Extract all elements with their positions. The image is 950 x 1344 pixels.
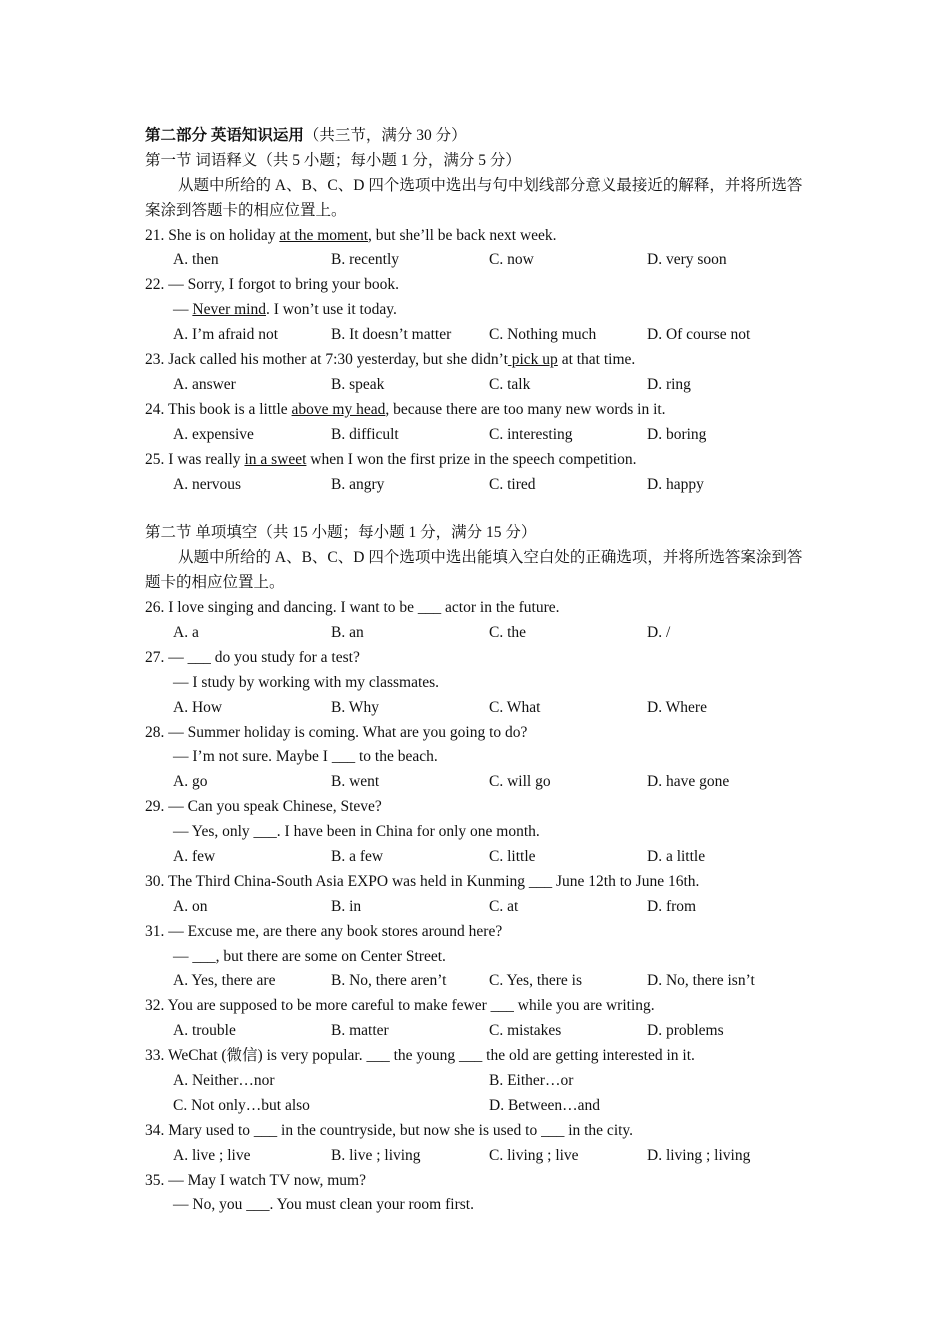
question-25 [145,448,815,473]
q28-option-a: A. go [173,773,208,791]
q29-options [145,845,815,870]
q22-option-a: A. I’m afraid not [173,326,279,344]
q26-option-d: D. / [647,623,671,641]
question-23 [145,348,815,373]
q25-options [145,473,815,498]
q27-reply: — I study by working with my classmates. [173,673,440,691]
q30-option-a: A. on [173,897,208,915]
question-35: 35. — May I watch TV now, mum? [145,1171,366,1189]
q29-reply: — Yes, only ___. I have been in China for only one month. [173,823,540,841]
question-22: 22. — Sorry, I forgot to bring your book. [145,276,400,294]
q23-option-c: C. talk [489,375,531,393]
q31-option-d: D. No, there isn’t [647,972,755,990]
question-29: 29. — Can you speak Chinese, Steve? [145,798,382,816]
q32-option-a: A. trouble [173,1022,236,1040]
q34-option-d: D. living ; living [647,1146,751,1164]
q22-option-c: C. Nothing much [489,326,597,344]
question-28: 28. — Summer holiday is coming. What are you going to do? [145,723,528,741]
q31-blank: ___ [192,947,216,965]
q33-options-row2 [145,1094,815,1119]
q28-option-b: B. went [331,773,380,791]
q28-options [145,770,815,795]
q29-option-c: C. little [489,848,536,865]
question-34: 34. Mary used to ___ in the countryside, but now she is used to ___ in the city. [145,1121,634,1139]
question-26 [145,596,815,621]
q29-option-b: B. a few [331,848,384,865]
q23-option-b: B. speak [331,375,385,393]
q21-option-d: D. very soon [647,251,727,269]
q27-options [145,696,815,721]
q32-option-b: B. matter [331,1022,389,1040]
part-title [145,124,815,149]
q28-option-c: C. will go [489,773,551,791]
q22-option-d: D. Of course not [647,326,751,344]
question-27 [145,646,815,671]
q21-option-b: B. recently [331,251,400,269]
q23-option-d: D. ring [647,375,691,393]
q31-option-a: A. Yes, there are [173,972,276,990]
q25-option-a: A. nervous [173,475,242,493]
q25-text: 25. I was really [145,450,245,468]
q25-underlined: in a sweet [244,450,307,468]
q32-options [145,1019,815,1044]
q23-option-a: A. answer [173,375,236,393]
q26-text: 26. I love singing and dancing. I want to be [145,599,418,617]
q31-option-c: C. Yes, there is [489,972,583,990]
q27-option-d: D. Where [647,698,707,716]
q28-option-d: D. have gone [647,773,730,791]
q31-reply [145,945,815,970]
q28-reply: — I’m not sure. Maybe I ___ to the beach. [173,748,438,766]
q24-text: 24. This book is a little [145,400,292,418]
q25-option-c: C. tired [489,475,536,493]
q24-option-a: A. expensive [173,425,254,443]
q23-underlined: pick up [507,351,558,369]
q33-option-d: D. Between…and [489,1096,601,1114]
question-33: 33. WeChat (微信) is very popular. ___ the young ___ the old are getting interested in it. [145,1047,695,1065]
q33-option-a: A. Neither…nor [173,1072,275,1090]
q31-options [145,969,815,994]
q33-option-c: C. Not only…but also [173,1096,310,1114]
exam-page [145,124,815,1218]
q21-option-a: A. then [173,251,219,269]
q25-option-d: D. happy [647,475,704,493]
q27-option-b: B. Why [331,698,379,716]
q33-options-row1 [145,1069,815,1094]
section-gap [145,497,815,521]
q32-option-c: C. mistakes [489,1022,562,1040]
q26-text-end: actor in the future. [441,599,560,617]
question-24 [145,398,815,423]
q21-text: 21. She is on holiday [145,226,280,244]
q24-options [145,423,815,448]
q21-option-c: C. now [489,251,534,269]
q21-text-end: , but she’ll be back next week. [368,226,557,244]
section1-title: 第一节 词语释义（共 5 小题；每小题 1 分，满分 5 分） [145,151,521,169]
q34-option-c: C. living ; live [489,1146,579,1164]
q31-option-b: B. No, there aren’t [331,972,447,990]
q22-text-end: . I won’t use it today. [265,301,397,319]
q29-option-d: D. a little [647,848,706,865]
q22-options [145,323,815,348]
q27-option-c: C. What [489,698,541,716]
q33-option-b: B. Either…or [489,1072,574,1090]
q26-options [145,621,815,646]
question-30: 30. The Third China-South Asia EXPO was held in Kunming ___ June 12th to June 16th. [145,872,700,890]
q34-options [145,1144,815,1169]
part-title-bold: 第二部分 英语知识运用 [145,127,304,144]
q22-reply [145,298,815,323]
q30-options [145,895,815,920]
q22-underlined: Never mind [192,301,266,319]
question-32: 32. You are supposed to be more careful to make fewer ___ while you are writing. [145,997,655,1015]
q23-options [145,373,815,398]
q24-underlined: above my head [291,400,386,418]
q27-blank: ___ [187,648,211,666]
q24-option-b: B. difficult [331,425,399,443]
section2-title: 第二节 单项填空（共 15 小题；每小题 1 分，满分 15 分） [145,524,537,542]
q23-text-end: at that time. [557,351,636,369]
q25-option-b: B. angry [331,475,385,493]
q21-underlined: at the moment [279,226,369,244]
q26-blank: ___ [417,599,442,617]
q24-text-end: , because there are too many new words in it. [385,400,666,418]
q21-options [145,248,815,273]
q26-option-b: B. an [331,623,364,641]
q32-option-d: D. problems [647,1022,724,1040]
q30-option-d: D. from [647,897,697,915]
q25-text-end: when I won the first prize in the speech competition. [306,450,637,468]
q35-reply: — No, you ___. You must clean your room first. [173,1196,474,1214]
q27-text-end: do you study for a test? [210,648,360,666]
q27-option-a: A. How [173,698,223,716]
q24-option-d: D. boring [647,425,707,443]
question-31: 31. — Excuse me, are there any book stores around here? [145,922,503,940]
q23-text: 23. Jack called his mother at 7:30 yesterday, but she didn’t [145,351,508,369]
q31-text-end: , but there are some on Center Street. [215,947,446,965]
q27-text: 27. — [145,648,188,666]
q31-dash: — [173,947,193,965]
q34-option-b: B. live ; living [331,1146,421,1164]
q30-option-c: C. at [489,897,519,915]
q26-option-c: C. the [489,623,527,641]
q22-option-b: B. It doesn’t matter [331,326,452,344]
q29-option-a: A. few [173,848,216,865]
q34-option-a: A. live ; live [173,1146,251,1164]
q24-option-c: C. interesting [489,425,573,443]
q22-dash: — [173,301,193,319]
section2-instruction: 从题中所给的 A、B、C、D 四个选项中选出能填入空白处的正确选项，并将所选答案涂到答题卡的相应位置上。 [145,549,803,592]
section1-instruction: 从题中所给的 A、B、C、D 四个选项中选出与句中划线部分意义最接近的解释，并将所选答案涂到答题卡的相应位置上。 [145,176,803,219]
q26-option-a: A. a [173,623,199,641]
q30-option-b: B. in [331,897,362,915]
question-21 [145,224,815,249]
part-title-rest: （共三节，满分 30 分） [303,127,467,144]
